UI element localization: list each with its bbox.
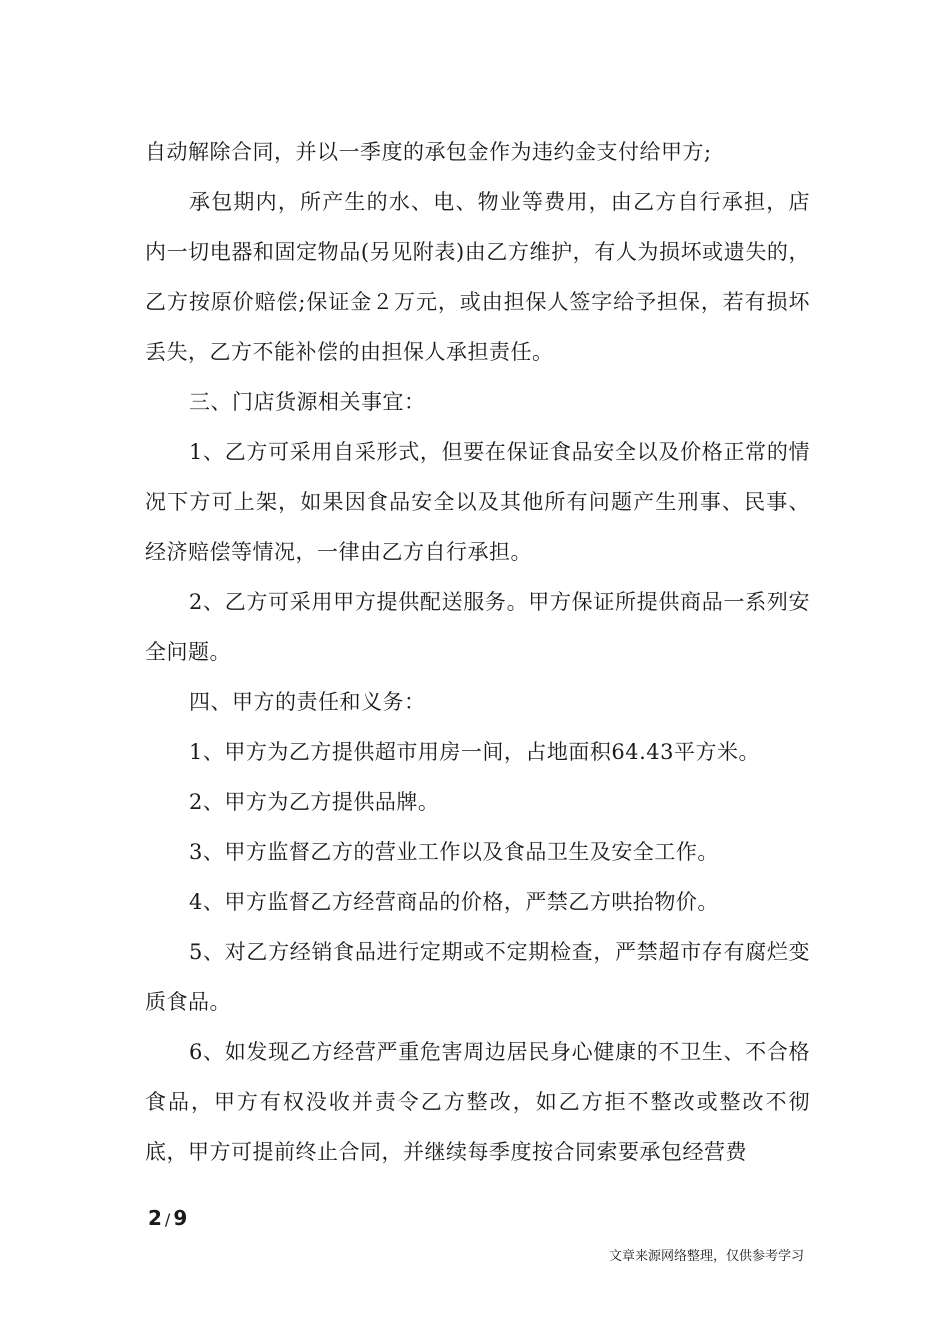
page-total: 9 <box>173 1206 188 1230</box>
paragraph: 6、如发现乙方经营严重危害周边居民身心健康的不卫生、不合格食品，甲方有权没收并责令乙方整改，如乙方拒不整改或整改不彻底，甲方可提前终止合同，并继续每季度按合同索要承包经营费 <box>145 1040 810 1164</box>
section-heading: 四、甲方的责任和义务： <box>189 690 426 714</box>
document-body <box>145 127 810 1177</box>
paragraph: 2、乙方可采用甲方提供配送服务。甲方保证所提供商品一系列安全问题。 <box>145 590 810 664</box>
paragraph: 2、甲方为乙方提供品牌。 <box>189 790 440 814</box>
paragraph: 5、对乙方经销食品进行定期或不定期检查，严禁超市存有腐烂变质食品。 <box>145 940 810 1014</box>
paragraph: 1、乙方可采用自采形式，但要在保证食品安全以及价格正常的情况下方可上架，如果因食品安全以及其他所有问题产生刑事、民事、经济赔偿等情况，一律由乙方自行承担。 <box>145 440 810 564</box>
section-heading: 三、门店货源相关事宜： <box>189 390 426 414</box>
paragraph: 3、甲方监督乙方的营业工作以及食品卫生及安全工作。 <box>189 840 719 864</box>
paragraph: 自动解除合同，并以一季度的承包金作为违约金支付给甲方; <box>145 140 712 164</box>
paragraph: 4、甲方监督乙方经营商品的价格，严禁乙方哄抬物价。 <box>189 890 719 914</box>
page-current: 2 <box>148 1206 162 1230</box>
footer-note: 文章来源网络整理，仅供参考学习 <box>608 1249 804 1264</box>
page-number <box>148 1206 187 1230</box>
paragraph: 1、甲方为乙方提供超市用房一间，占地面积64.43平方米。 <box>189 740 760 764</box>
page-separator: / <box>164 1210 171 1229</box>
paragraph: 承包期内，所产生的水、电、物业等费用，由乙方自行承担，店内一切电器和固定物品(另见附表)由乙方维护，有人为损坏或遗失的，乙方按原价赔偿;保证金２万元，或由担保人签字给予担保，若有损坏丢失，乙方不能补偿的由担保人承担责任。 <box>145 190 810 364</box>
